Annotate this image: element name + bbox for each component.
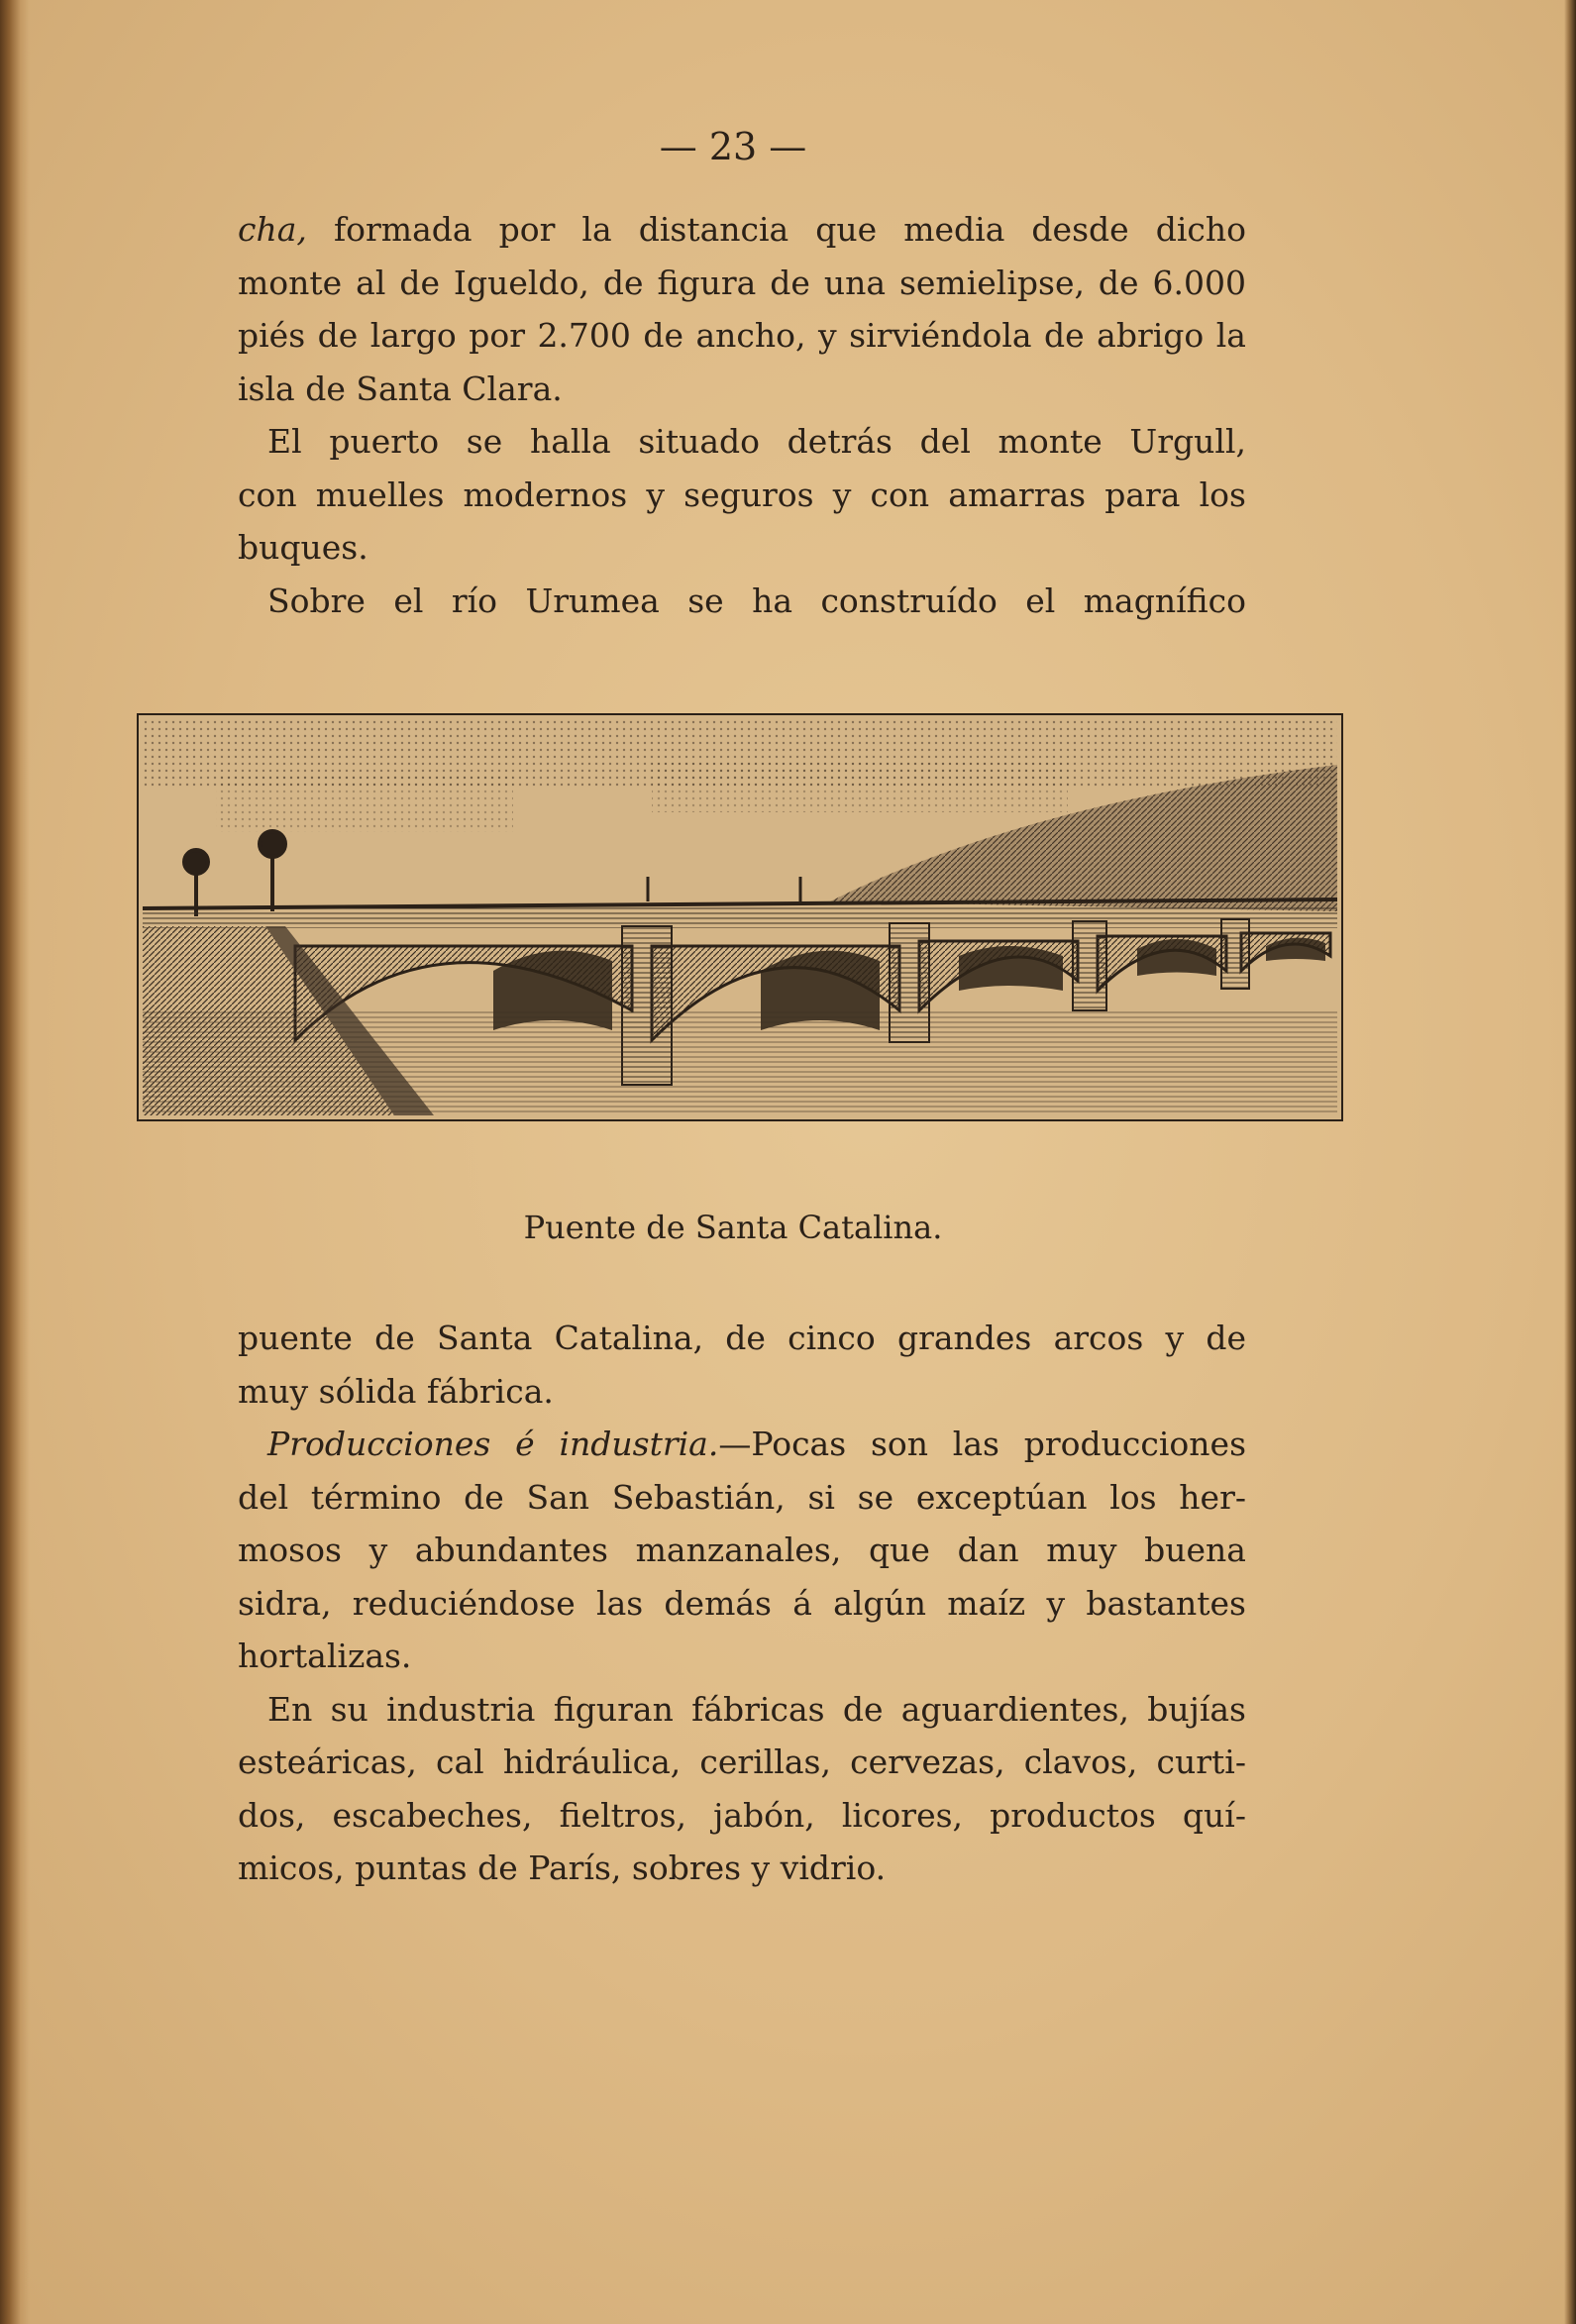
text-block-top xyxy=(238,203,1246,627)
bridge-engraving-illustration xyxy=(137,713,1343,1121)
text-line: El puerto se halla situado detrás del monte Urgull, xyxy=(267,422,1246,461)
text-line: Sobre el río Urumea se ha construído el magnífico xyxy=(267,581,1246,620)
italic-lead: cha, xyxy=(238,210,307,249)
text-line xyxy=(238,203,1246,257)
text-line: buques. xyxy=(238,528,368,567)
text-line: hortalizas. xyxy=(238,1637,412,1675)
text-line: En su industria figuran fábricas de aguardientes, bujías xyxy=(267,1689,1246,1729)
text-run: formada por la distancia que media desde dicho xyxy=(306,210,1246,249)
text-line: sidra, reduciéndose las demás á algún maíz y bastantes xyxy=(238,1583,1246,1623)
text-line: dos, escabeches, fieltros, jabón, licores, productos quí- xyxy=(238,1795,1246,1835)
text-line: esteáricas, cal hidráulica, cerillas, cervezas, clavos, curti- xyxy=(238,1743,1246,1781)
text-line: con muelles modernos y seguros y con amarras para los xyxy=(238,475,1246,514)
text-line: micos, puntas de París, sobres y vidrio. xyxy=(238,1849,887,1887)
text-block-bottom xyxy=(238,1312,1246,1895)
text-run: —Pocas son las producciones xyxy=(718,1425,1247,1463)
page-number: — 23 — xyxy=(659,125,807,168)
text-line: piés de largo por 2.700 de ancho, y sirviéndola de abrigo la xyxy=(238,316,1246,355)
page-edge-shadow xyxy=(1564,0,1576,2324)
text-line: muy sólida fábrica. xyxy=(238,1371,554,1411)
text-line: isla de Santa Clara. xyxy=(238,369,563,408)
page-binding-shadow xyxy=(0,0,30,2324)
text-line: del término de San Sebastián, si se exceptúan los her- xyxy=(238,1477,1246,1517)
text-line: mosos y abundantes manzanales, que dan muy buena xyxy=(238,1531,1246,1569)
text-line: monte al de Igueldo, de figura de una semielipse, de 6.000 xyxy=(238,263,1246,302)
figure-caption: Puente de Santa Catalina. xyxy=(523,1209,943,1246)
text-line: puente de Santa Catalina, de cinco grandes arcos y de xyxy=(238,1319,1246,1357)
italic-lead: Producciones é industria. xyxy=(267,1425,719,1463)
text-line xyxy=(238,1418,1246,1471)
